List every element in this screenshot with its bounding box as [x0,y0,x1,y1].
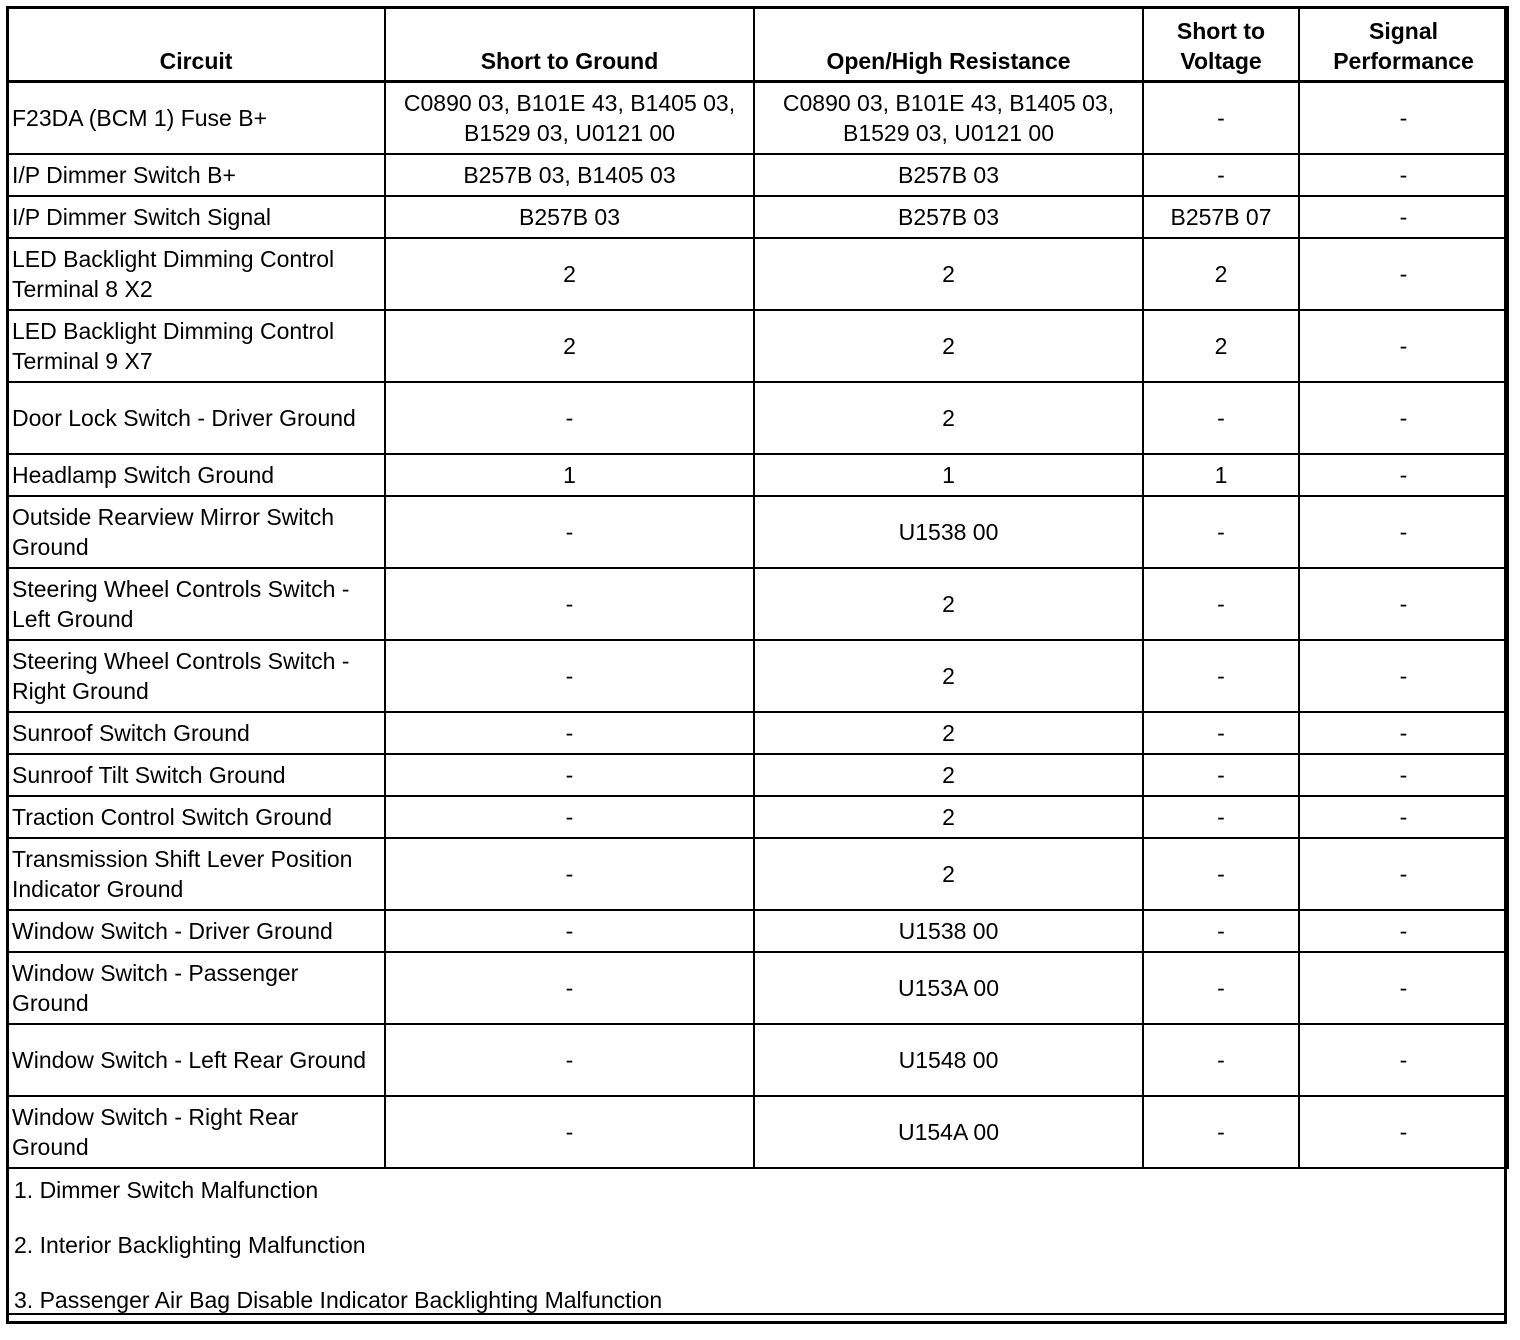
cell-short-to-ground: - [385,496,754,568]
cell-short-to-ground: - [385,910,754,952]
cell-short-to-voltage: B257B 07 [1143,196,1299,238]
cell-short-to-voltage: - [1143,796,1299,838]
footnote-3: 3. Passenger Air Bag Disable Indicator Backlighting Malfunction [14,1287,663,1313]
table-row [7,712,1508,754]
header-signal-performance: Signal Performance [1299,7,1508,82]
diagnostic-table [6,6,1509,1169]
cell-circuit: Window Switch - Left Rear Ground [7,1024,385,1096]
cell-open-high-resistance: U1538 00 [754,910,1143,952]
cell-circuit: Sunroof Tilt Switch Ground [7,754,385,796]
header-short-to-ground: Short to Ground [385,7,754,82]
table-row [7,310,1508,382]
table-row [7,640,1508,712]
cell-open-high-resistance: 2 [754,712,1143,754]
cell-short-to-voltage: - [1143,712,1299,754]
cell-circuit: Headlamp Switch Ground [7,454,385,496]
cell-short-to-ground: - [385,754,754,796]
cell-short-to-voltage: - [1143,1024,1299,1096]
cell-short-to-ground: 2 [385,310,754,382]
cell-circuit: Traction Control Switch Ground [7,796,385,838]
cell-signal-performance: - [1299,1096,1508,1168]
table-row [7,496,1508,568]
cell-short-to-voltage: 2 [1143,310,1299,382]
footnotes [6,1169,1507,1315]
cell-short-to-voltage: - [1143,154,1299,196]
cell-signal-performance: - [1299,238,1508,310]
cell-short-to-ground: - [385,1096,754,1168]
footnote-1: 1. Dimmer Switch Malfunction [14,1177,319,1203]
cell-signal-performance: - [1299,640,1508,712]
cell-short-to-ground: B257B 03, B1405 03 [385,154,754,196]
cell-open-high-resistance: U154A 00 [754,1096,1143,1168]
cell-signal-performance: - [1299,568,1508,640]
table-row [7,382,1508,454]
cell-open-high-resistance: 1 [754,454,1143,496]
cell-short-to-ground: B257B 03 [385,196,754,238]
cell-open-high-resistance: 2 [754,568,1143,640]
cell-open-high-resistance: 2 [754,838,1143,910]
cell-signal-performance: - [1299,154,1508,196]
cell-circuit: Transmission Shift Lever Position Indicator Ground [7,838,385,910]
cell-signal-performance: - [1299,496,1508,568]
cell-signal-performance: - [1299,1024,1508,1096]
cell-short-to-ground: - [385,382,754,454]
cell-short-to-ground: 2 [385,238,754,310]
cell-open-high-resistance: C0890 03, B101E 43, B1405 03, B1529 03, U0121 00 [754,82,1143,155]
footnote-2: 2. Interior Backlighting Malfunction [14,1232,366,1258]
table-row [7,838,1508,910]
table-row [7,754,1508,796]
cell-short-to-ground: - [385,568,754,640]
cell-short-to-ground: - [385,838,754,910]
cell-signal-performance: - [1299,196,1508,238]
table-row [7,196,1508,238]
cell-short-to-voltage: - [1143,910,1299,952]
cell-circuit: Steering Wheel Controls Switch - Left Ground [7,568,385,640]
cell-short-to-voltage: - [1143,82,1299,155]
cell-open-high-resistance: 2 [754,238,1143,310]
cell-signal-performance: - [1299,838,1508,910]
cell-circuit: LED Backlight Dimming Control Terminal 8 X2 [7,238,385,310]
cell-signal-performance: - [1299,952,1508,1024]
table-row [7,238,1508,310]
cell-short-to-ground: - [385,640,754,712]
cell-short-to-ground: - [385,952,754,1024]
cell-short-to-voltage: - [1143,1096,1299,1168]
cell-open-high-resistance: B257B 03 [754,196,1143,238]
cell-circuit: Door Lock Switch - Driver Ground [7,382,385,454]
table-row [7,910,1508,952]
cell-open-high-resistance: B257B 03 [754,154,1143,196]
table-row [7,796,1508,838]
header-circuit: Circuit [7,7,385,82]
table-row [7,154,1508,196]
diagnostic-table-container [6,6,1507,1315]
table-row [7,568,1508,640]
cell-open-high-resistance: 2 [754,796,1143,838]
cell-circuit: Sunroof Switch Ground [7,712,385,754]
header-open-high-resistance: Open/High Resistance [754,7,1143,82]
cell-circuit: LED Backlight Dimming Control Terminal 9 X7 [7,310,385,382]
cell-signal-performance: - [1299,82,1508,155]
cell-short-to-voltage: - [1143,838,1299,910]
cell-circuit: Window Switch - Driver Ground [7,910,385,952]
cell-short-to-ground: - [385,796,754,838]
cell-short-to-voltage: - [1143,754,1299,796]
cell-signal-performance: - [1299,712,1508,754]
header-short-to-voltage: Short to Voltage [1143,7,1299,82]
cell-signal-performance: - [1299,754,1508,796]
cell-short-to-voltage: - [1143,952,1299,1024]
cell-circuit: I/P Dimmer Switch B+ [7,154,385,196]
table-row [7,1096,1508,1168]
cell-signal-performance: - [1299,796,1508,838]
cell-open-high-resistance: 2 [754,310,1143,382]
cell-open-high-resistance: U1538 00 [754,496,1143,568]
cell-short-to-ground: 1 [385,454,754,496]
cell-circuit: Steering Wheel Controls Switch - Right Ground [7,640,385,712]
cell-open-high-resistance: 2 [754,754,1143,796]
cell-short-to-voltage: - [1143,496,1299,568]
cell-circuit: Window Switch - Right Rear Ground [7,1096,385,1168]
cell-short-to-voltage: - [1143,640,1299,712]
cell-open-high-resistance: 2 [754,640,1143,712]
cell-short-to-ground: - [385,712,754,754]
cell-short-to-ground: C0890 03, B101E 43, B1405 03, B1529 03, U0121 00 [385,82,754,155]
cell-signal-performance: - [1299,454,1508,496]
cell-open-high-resistance: U153A 00 [754,952,1143,1024]
table-header-row [7,7,1508,82]
cell-circuit: Outside Rearview Mirror Switch Ground [7,496,385,568]
table-body [7,82,1508,1169]
cell-signal-performance: - [1299,382,1508,454]
cell-open-high-resistance: 2 [754,382,1143,454]
cell-short-to-voltage: 2 [1143,238,1299,310]
cell-short-to-voltage: 1 [1143,454,1299,496]
table-row [7,454,1508,496]
cell-short-to-voltage: - [1143,568,1299,640]
cell-short-to-voltage: - [1143,382,1299,454]
table-row [7,82,1508,155]
cell-open-high-resistance: U1548 00 [754,1024,1143,1096]
cell-circuit: F23DA (BCM 1) Fuse B+ [7,82,385,155]
cell-circuit: I/P Dimmer Switch Signal [7,196,385,238]
table-row [7,1024,1508,1096]
cell-short-to-ground: - [385,1024,754,1096]
cell-signal-performance: - [1299,910,1508,952]
table-row [7,952,1508,1024]
cell-circuit: Window Switch - Passenger Ground [7,952,385,1024]
cell-signal-performance: - [1299,310,1508,382]
